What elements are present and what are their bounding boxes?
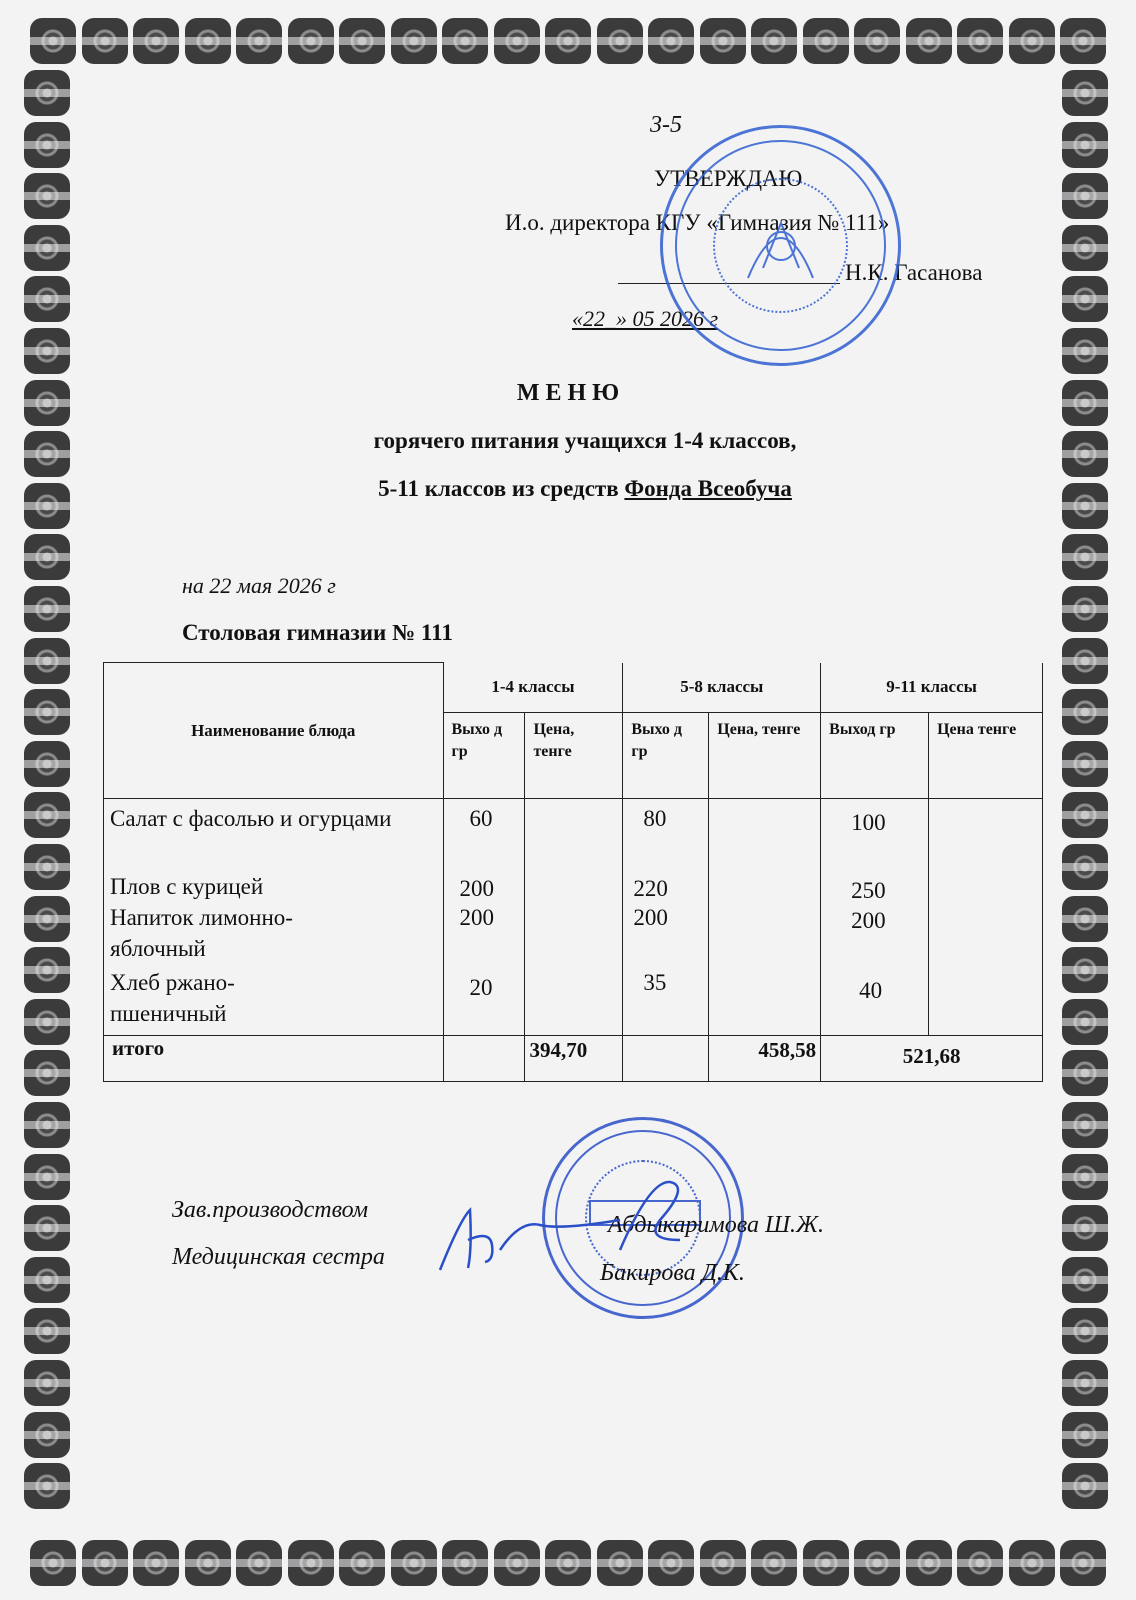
- subheader-yield-9-11: Выход гр: [821, 713, 929, 799]
- ornament-tile: [545, 1540, 591, 1586]
- menu-date: [182, 573, 336, 599]
- ornament-tile: [1062, 1308, 1108, 1354]
- ornament-tile: [24, 1463, 70, 1509]
- ornament-tile: [700, 18, 746, 64]
- ornament-tile: [494, 18, 540, 64]
- ornament-tile: [751, 18, 797, 64]
- ornament-tile: [24, 225, 70, 271]
- ornament-tile: [1062, 1205, 1108, 1251]
- ornament-tile: [24, 1154, 70, 1200]
- dish-name: Салат с фасолью и огурцами: [110, 806, 392, 831]
- yield-value: 80: [643, 806, 667, 831]
- ornament-tile: [1009, 1540, 1055, 1586]
- ornament-tile: [24, 1308, 70, 1354]
- ornament-tile: [1062, 276, 1108, 322]
- ornament-tile: [1062, 122, 1108, 168]
- ornament-tile: [24, 638, 70, 684]
- ornament-tile: [1062, 70, 1108, 116]
- approval-date: «22_» 05 2026 г: [572, 306, 719, 331]
- dish-header-cell: [104, 663, 444, 799]
- ornament-tile: [185, 18, 231, 64]
- ornament-tile: [30, 18, 76, 64]
- ornament-tile: [24, 70, 70, 116]
- ornament-tile: [24, 947, 70, 993]
- ornament-tile: [339, 18, 385, 64]
- yield-cell-1-4: [443, 799, 525, 1036]
- total-5-8: 458,58: [709, 1036, 821, 1082]
- yield-value: 250: [851, 878, 886, 903]
- production-label: Зав.производством: [172, 1197, 369, 1223]
- menu-subtitle-line2: [0, 476, 1136, 502]
- ornament-tile: [854, 18, 900, 64]
- ornament-tile: [24, 1257, 70, 1303]
- ornament-tile: [1062, 741, 1108, 787]
- ornament-tile: [133, 1540, 179, 1586]
- ornament-tile: [1062, 1257, 1108, 1303]
- canteen-name: Столовая гимназии № 111: [182, 620, 453, 645]
- ornament-tile: [1062, 896, 1108, 942]
- production-name: Абдыкаримова Ш.Ж.: [608, 1212, 824, 1238]
- total-empty-1-4: [443, 1036, 525, 1082]
- date-prefix: на: [182, 573, 210, 598]
- price-cell-1-4: [525, 799, 623, 1036]
- ornament-tile: [24, 999, 70, 1045]
- ornament-tile: [391, 1540, 437, 1586]
- subtitle-prefix: 5-11 классов из средств: [378, 476, 625, 501]
- subheader-price-9-11: Цена тенге: [929, 713, 1043, 799]
- nurse-name: Бакирова Д.К.: [600, 1260, 745, 1286]
- approver-name: Н.К. Гасанова: [845, 260, 983, 285]
- ornament-tile: [133, 18, 179, 64]
- ornament-tile: [339, 1540, 385, 1586]
- menu-table: [103, 662, 1043, 1082]
- yield-value: 60: [469, 806, 493, 831]
- school-stamp-emblem-icon: [663, 128, 898, 363]
- ornament-tile: [185, 1540, 231, 1586]
- ornament-tile: [24, 1412, 70, 1458]
- ornament-tile: [24, 896, 70, 942]
- ornament-tile: [24, 1205, 70, 1251]
- group-label-5-8: 5-8 классы: [680, 677, 764, 697]
- ornament-tile: [957, 1540, 1003, 1586]
- ornament-tile: [236, 18, 282, 64]
- ornament-tile: [906, 1540, 952, 1586]
- stamp-signature: [600, 1170, 710, 1260]
- ornament-tile: [30, 1540, 76, 1586]
- ornament-tile: [1062, 638, 1108, 684]
- ornament-tile: [648, 18, 694, 64]
- ornament-tile: [1009, 18, 1055, 64]
- fund-name: Фонда Всеобуча: [624, 476, 792, 501]
- ornament-tile: [957, 18, 1003, 64]
- yield-cell-5-8: [623, 799, 709, 1036]
- yield-value: 200: [459, 905, 494, 930]
- ornament-tile: [1062, 689, 1108, 735]
- ornament-tile: [24, 741, 70, 787]
- school-stamp: [660, 125, 901, 366]
- yield-cell-9-11: [821, 799, 929, 1036]
- ornament-tile: [1062, 586, 1108, 632]
- ornament-tile: [803, 18, 849, 64]
- ornament-tile: [82, 18, 128, 64]
- group-header-5-8: [623, 663, 821, 713]
- ornament-tile: [854, 1540, 900, 1586]
- yield-value: 200: [851, 908, 886, 933]
- ornament-tile: [24, 792, 70, 838]
- yield-value: 40: [859, 978, 883, 1003]
- subheader-yield-5-8: Выхо д гр: [623, 713, 709, 799]
- total-label: итого: [104, 1036, 444, 1082]
- group-label-9-11: 9-11 классы: [886, 677, 977, 697]
- ornament-tile: [1062, 1050, 1108, 1096]
- ornament-tile: [494, 1540, 540, 1586]
- ornament-tile: [1062, 534, 1108, 580]
- ornament-tile: [1062, 1412, 1108, 1458]
- yield-value: 200: [633, 905, 668, 930]
- ornament-tile: [24, 173, 70, 219]
- ornament-tile: [597, 18, 643, 64]
- ornament-tile: [24, 276, 70, 322]
- group-header-9-11: [821, 663, 1043, 713]
- price-cell-9-11: [929, 799, 1043, 1036]
- ornament-tile: [288, 1540, 334, 1586]
- yield-value: 200: [459, 876, 494, 901]
- ornament-tile: [700, 1540, 746, 1586]
- ornament-tile: [803, 1540, 849, 1586]
- ornament-tile: [236, 1540, 282, 1586]
- yield-value: 20: [469, 975, 493, 1000]
- ornament-tile: [1062, 792, 1108, 838]
- group-header-1-4: [443, 663, 623, 713]
- ornament-tile: [1062, 225, 1108, 271]
- price-cell-5-8: [709, 799, 821, 1036]
- total-1-4: 394,70: [525, 1036, 623, 1082]
- ornament-tile: [391, 18, 437, 64]
- ornament-tile: [1062, 947, 1108, 993]
- document-code: 3-5: [650, 112, 682, 138]
- ornament-tile: [1062, 1102, 1108, 1148]
- approver-position: И.о. директора КГУ «Гимназия № 111»: [505, 210, 890, 235]
- ornament-tile: [442, 18, 488, 64]
- date-value: 22 мая 2026 г: [209, 573, 336, 598]
- dishes-cell: [104, 799, 444, 1036]
- subheader-price-1-4: Цена, тенге: [525, 713, 623, 799]
- dish-name: Напиток лимонно-яблочный: [110, 905, 293, 961]
- dish-name: Хлеб ржано-пшеничный: [110, 970, 235, 1026]
- menu-subtitle-line1: горячего питания учащихся 1-4 классов,: [373, 428, 797, 453]
- ornament-tile: [24, 1102, 70, 1148]
- total-empty-5-8: [623, 1036, 709, 1082]
- ornament-tile: [24, 844, 70, 890]
- ornament-tile: [1062, 173, 1108, 219]
- ornament-tile: [1060, 18, 1106, 64]
- ornament-tile: [1062, 328, 1108, 374]
- nurse-label: Медицинская сестра: [172, 1244, 385, 1270]
- ornament-tile: [1062, 844, 1108, 890]
- ornament-tile: [1060, 1540, 1106, 1586]
- dish-name: Плов с курицей: [110, 874, 264, 899]
- ornament-tile: [24, 1360, 70, 1406]
- ornament-tile: [545, 18, 591, 64]
- dish-header: Наименование блюда: [191, 720, 356, 740]
- group-label-1-4: 1-4 классы: [491, 677, 575, 697]
- ornament-tile: [24, 328, 70, 374]
- ornament-tile: [24, 586, 70, 632]
- approval-word: УТВЕРЖДАЮ: [654, 166, 803, 191]
- ornament-tile: [24, 689, 70, 735]
- ornament-tile: [442, 1540, 488, 1586]
- ornament-tile: [1062, 1360, 1108, 1406]
- ornament-tile: [24, 122, 70, 168]
- subheader-price-5-8: Цена, тенге: [709, 713, 821, 799]
- yield-value: 35: [643, 970, 667, 995]
- subheader-yield-1-4: Выхо д гр: [443, 713, 525, 799]
- ornament-tile: [24, 534, 70, 580]
- ornament-tile: [906, 18, 952, 64]
- ornament-tile: [1062, 999, 1108, 1045]
- ornament-tile: [751, 1540, 797, 1586]
- yield-value: 100: [851, 810, 886, 835]
- ornament-tile: [24, 1050, 70, 1096]
- ornament-tile: [597, 1540, 643, 1586]
- total-9-11: 521,68: [821, 1036, 1043, 1082]
- ornament-tile: [82, 1540, 128, 1586]
- ornament-tile: [288, 18, 334, 64]
- ornament-tile: [1062, 1463, 1108, 1509]
- menu-title: М Е Н Ю: [516, 380, 620, 406]
- ornament-tile: [648, 1540, 694, 1586]
- ornament-tile: [1062, 1154, 1108, 1200]
- yield-value: 220: [633, 876, 668, 901]
